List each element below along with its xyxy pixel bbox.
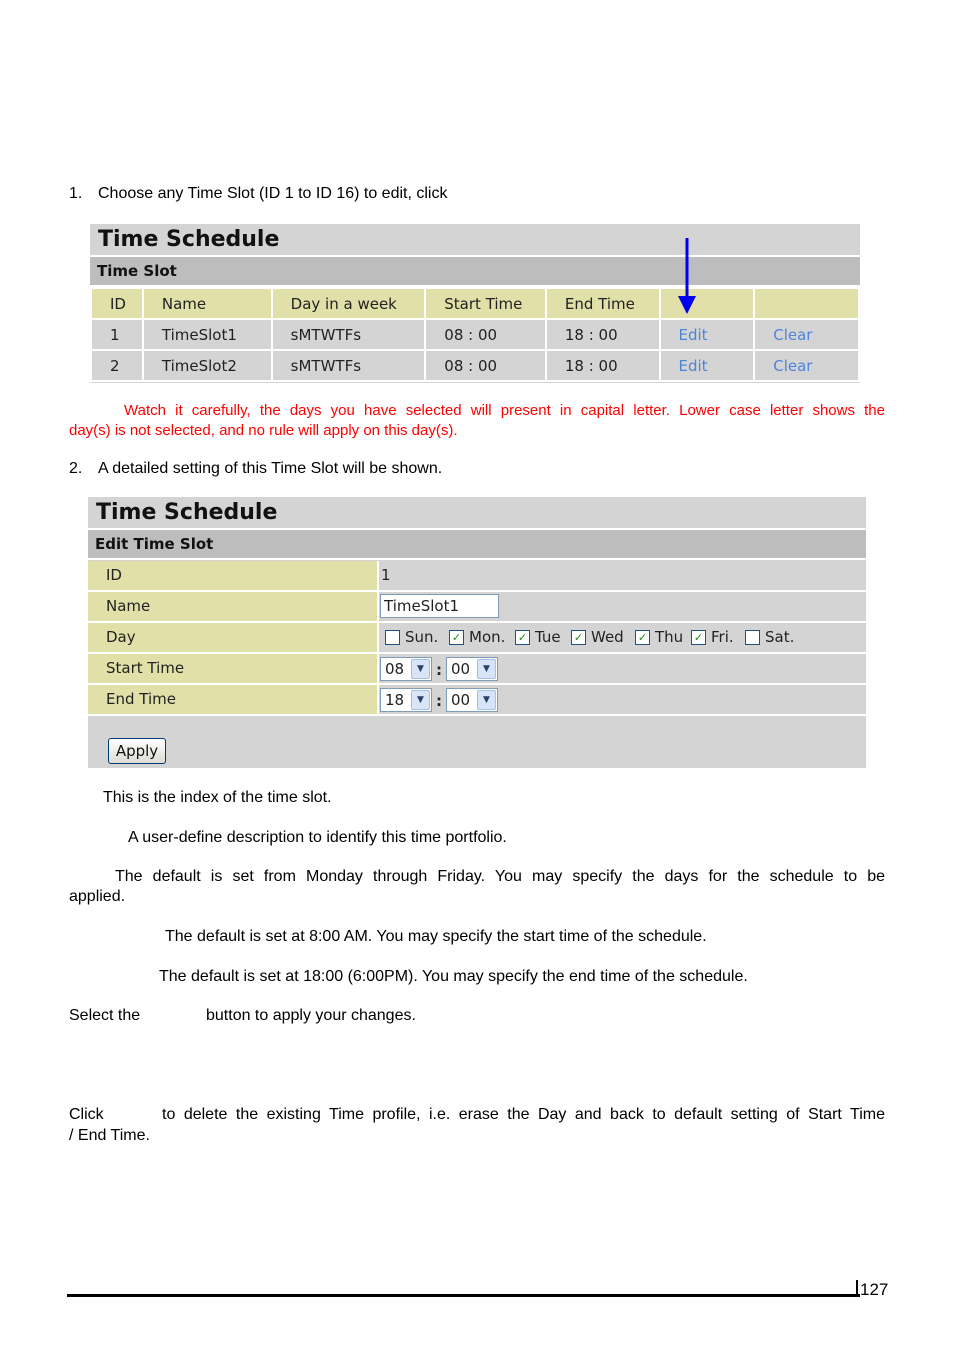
end-colon: : — [436, 692, 442, 710]
row-days: sMTWTFs — [272, 350, 426, 381]
sun-checkbox[interactable] — [385, 630, 400, 645]
row-name: TimeSlot1 — [143, 319, 272, 350]
end-hour-value: 18 — [385, 691, 405, 709]
row-name: TimeSlot2 — [143, 350, 272, 381]
wed-checkbox[interactable]: ✓ — [571, 630, 586, 645]
end-hour-select[interactable] — [380, 688, 432, 712]
header-id: ID — [91, 288, 143, 319]
row-end: 18 : 00 — [546, 350, 660, 381]
clear-link[interactable]: Clear — [773, 325, 813, 344]
day-label: Day — [88, 623, 379, 652]
fri-checkbox[interactable]: ✓ — [691, 630, 706, 645]
tue-label: Tue — [535, 628, 561, 646]
row-start: 08 : 00 — [425, 350, 546, 381]
panel-title: Time Schedule — [88, 497, 866, 530]
desc-name: A user-define description to identify this time portfolio. — [128, 829, 507, 846]
mon-label: Mon. — [469, 628, 506, 646]
desc-clear-line-2: / End Time. — [69, 1127, 150, 1144]
start-time-label: Start Time — [88, 654, 379, 683]
start-minute-select[interactable] — [446, 657, 498, 681]
sat-label: Sat. — [765, 628, 795, 646]
header-start: Start Time — [425, 288, 546, 319]
sat-checkbox[interactable] — [745, 630, 760, 645]
tue-checkbox[interactable]: ✓ — [515, 630, 530, 645]
start-time-row — [88, 654, 866, 685]
chevron-down-icon[interactable]: ▼ — [411, 690, 430, 710]
sun-label: Sun. — [405, 628, 439, 646]
apply-button[interactable]: Apply — [108, 738, 166, 764]
fri-label: Fri. — [711, 628, 734, 646]
edit-link[interactable]: Edit — [678, 325, 708, 344]
name-label: Name — [88, 592, 379, 621]
end-minute-select[interactable] — [446, 688, 498, 712]
name-input[interactable]: TimeSlot1 — [380, 594, 499, 618]
header-day: Day in a week — [272, 288, 426, 319]
note-line-1: Watch it carefully, the days you have selected will present in capital letter. Lower case letter shows the — [124, 402, 885, 419]
start-hour-select[interactable] — [380, 657, 432, 681]
id-value: 1 — [381, 566, 391, 584]
chevron-down-icon[interactable]: ▼ — [411, 659, 430, 679]
row-start: 08 : 00 — [425, 319, 546, 350]
thu-label: Thu — [655, 628, 684, 646]
apply-row — [88, 716, 866, 768]
wed-label: Wed — [591, 628, 624, 646]
time-slot-panel — [90, 224, 860, 383]
id-label: ID — [88, 561, 379, 590]
step-1-number: 1. — [69, 185, 83, 202]
desc-end: The default is set at 18:00 (6:00PM). You may specify the end time of the schedule. — [159, 968, 748, 985]
step-1-text: Choose any Time Slot (ID 1 to ID 16) to edit, click — [98, 185, 448, 202]
desc-start: The default is set at 8:00 AM. You may specify the start time of the schedule. — [165, 928, 707, 945]
header-end: End Time — [546, 288, 660, 319]
start-hour-value: 08 — [385, 660, 405, 678]
desc-apply-pre: Select the — [69, 1007, 141, 1024]
name-row — [88, 592, 866, 623]
chevron-down-icon[interactable]: ▼ — [477, 690, 496, 710]
header-clear — [754, 288, 859, 319]
footer-rule — [67, 1294, 860, 1297]
desc-id: This is the index of the time slot. — [103, 789, 332, 806]
header-edit — [660, 288, 755, 319]
row-end: 18 : 00 — [546, 319, 660, 350]
start-minute-value: 00 — [451, 660, 471, 678]
desc-apply-post: button to apply your changes. — [206, 1007, 416, 1024]
id-row — [88, 561, 866, 592]
desc-day-line-1: The default is set from Monday through Friday. You may specify the days for the schedule to be — [115, 868, 885, 885]
start-colon: : — [436, 661, 442, 679]
end-time-row — [88, 685, 866, 716]
panel-title: Time Schedule — [90, 224, 860, 257]
mon-checkbox[interactable]: ✓ — [449, 630, 464, 645]
down-arrow-icon — [676, 236, 698, 316]
desc-clear-pre: Click — [69, 1106, 104, 1123]
note-line-2: day(s) is not selected, and no rule will apply on this day(s). — [69, 422, 458, 439]
row-id: 1 — [91, 319, 143, 350]
table-row — [91, 319, 859, 350]
panel-subtitle: Edit Time Slot — [88, 530, 866, 560]
table-row — [91, 350, 859, 381]
desc-day-line-2: applied. — [69, 888, 126, 905]
thu-checkbox[interactable]: ✓ — [635, 630, 650, 645]
header-name: Name — [143, 288, 272, 319]
desc-clear-line-1: to delete the existing Time profile, i.e. erase the Day and back to default setting of Start Time — [162, 1106, 885, 1123]
step-2-text: A detailed setting of this Time Slot will be shown. — [98, 460, 443, 477]
end-time-label: End Time — [88, 685, 379, 714]
table-header-row — [91, 288, 859, 319]
time-slot-table — [90, 287, 860, 382]
footer-tick — [856, 1280, 858, 1296]
row-id: 2 — [91, 350, 143, 381]
edit-time-slot-panel — [88, 497, 866, 768]
page-number: 127 — [860, 1280, 889, 1299]
day-row — [88, 623, 866, 654]
chevron-down-icon[interactable]: ▼ — [477, 659, 496, 679]
step-2-number: 2. — [69, 460, 83, 477]
clear-link[interactable]: Clear — [773, 356, 813, 375]
row-days: sMTWTFs — [272, 319, 426, 350]
panel-subtitle: Time Slot — [90, 257, 860, 287]
end-minute-value: 00 — [451, 691, 471, 709]
edit-link[interactable]: Edit — [678, 356, 708, 375]
